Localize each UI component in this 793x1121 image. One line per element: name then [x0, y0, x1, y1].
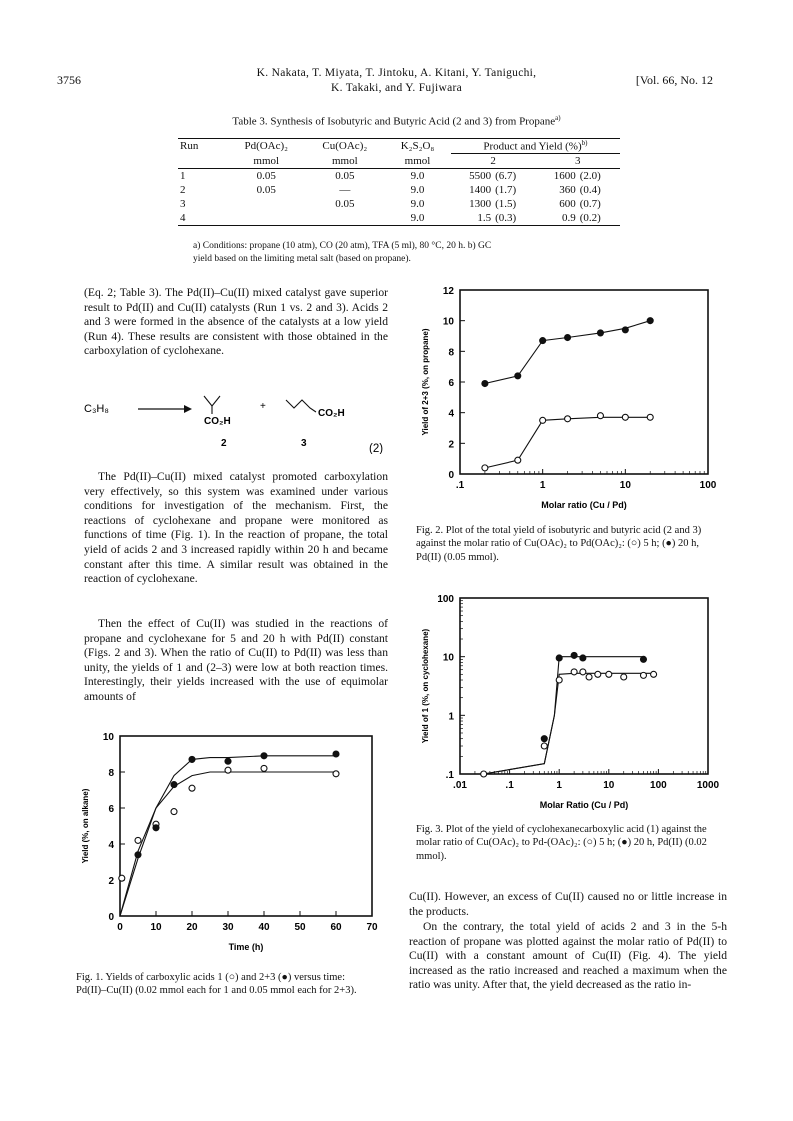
- cell-yield-2: 1300: [469, 198, 492, 210]
- y-tick-label: 2: [448, 439, 454, 451]
- paragraph-5-text: On the contrary, the total yield of acids 2 and 3 in the 5-h reaction of propane was plotted against the molar ratio of Pd(II) to Cu(II) with a constant amount of Cu(II) (Fig. 4). The yield increased as the ratio increased and reached a maximum when the ratio was unity. After that, the yield decreased as the ratio in-: [409, 920, 727, 992]
- cell-pd: 0.05: [256, 184, 276, 196]
- paragraph-2: [84, 470, 388, 587]
- y-tick-label: 10: [442, 652, 454, 664]
- isobutyric-acid-structure: [204, 396, 220, 414]
- data-point-filled: [135, 852, 141, 858]
- data-point-open: [647, 414, 653, 420]
- eq-label-b: CO₂H: [318, 408, 345, 419]
- data-point-filled: [153, 825, 159, 831]
- fit-curve: [485, 417, 650, 468]
- data-point-open: [606, 671, 612, 677]
- x-axis-label: Time (h): [228, 942, 264, 952]
- data-point-open: [171, 809, 177, 815]
- eq-label-a: CO₂H: [204, 416, 231, 427]
- cell-yield-2-pct: (1.7): [495, 184, 517, 196]
- y-tick-label: 10: [102, 732, 114, 743]
- cell-yield-3: 1600: [553, 170, 576, 182]
- data-point-open: [135, 837, 141, 843]
- data-point-open: [189, 785, 195, 791]
- table-caption-text: Table 3. Synthesis of Isobutyric and Butyric Acid (2 and 3) from Propane: [232, 115, 556, 128]
- cell-yield-2: 1.5: [477, 212, 492, 224]
- data-point-open: [333, 771, 339, 777]
- data-point-open: [651, 671, 657, 677]
- data-point-open: [586, 674, 592, 680]
- table-row: [178, 183, 620, 197]
- equation-2: [84, 384, 394, 454]
- page-number: 3756: [57, 73, 81, 87]
- y-tick-label: 4: [108, 840, 114, 851]
- data-point-open: [640, 672, 646, 678]
- reaction-arrow: [138, 405, 192, 413]
- table-3: [178, 138, 620, 226]
- plot-frame: [460, 290, 708, 474]
- y-tick-label: 12: [442, 286, 454, 297]
- table-header-row: [178, 139, 620, 154]
- paragraph-4-text: Cu(II). However, an excess of Cu(II) caused no or little increase in the products.: [409, 890, 727, 918]
- y-tick-label: 6: [448, 378, 454, 389]
- cell-yield-2: 1400: [469, 184, 492, 196]
- paragraph-3: [84, 617, 388, 705]
- data-point-filled: [261, 753, 267, 759]
- unit-pd: mmol: [253, 154, 280, 167]
- cell-k: 9.0: [410, 184, 425, 196]
- y-tick-label: .1: [445, 770, 454, 781]
- authors-line-2: K. Takaki, and Y. Fujiwara: [330, 82, 463, 94]
- cell-run: 3: [180, 198, 186, 210]
- paragraph-1-text: (Eq. 2; Table 3). The Pd(II)–Cu(II) mixed catalyst gave superior result to Pd(II) and Cu(II) catalysts (Run 1 vs. 2 and 3). Acids 2 and 3 were formed in the absence of the catalysts at a low yield (Run 4). These results are consistent with those obtained in the carboxylation of cyclohexane.: [84, 286, 388, 358]
- y-tick-label: 8: [108, 768, 114, 779]
- unit-product-2: 2: [490, 155, 496, 167]
- data-point-open: [571, 669, 577, 675]
- x-tick-label: 10: [150, 922, 162, 933]
- x-tick-label: 20: [186, 922, 198, 933]
- data-point-filled: [225, 758, 231, 764]
- x-tick-label: 1000: [696, 780, 720, 791]
- data-point-filled: [515, 373, 521, 379]
- cell-yield-3-pct: (0.4): [579, 184, 601, 196]
- figure-3-caption-text: Fig. 3. Plot of the yield of cyclohexanecarboxylic acid (1) against the molar ratio of Cu(OAc)₂ to Pd-(OAc)₂: (○) 5 h; (●) 20 h, Pd(II) (0.02 mmol).: [416, 824, 707, 862]
- cell-cu: —: [339, 184, 351, 196]
- header-product-mark: b): [581, 139, 588, 148]
- y-axis-label: Yield (%, on alkane): [81, 788, 90, 864]
- data-point-filled: [171, 782, 177, 788]
- table-caption: [0, 114, 793, 128]
- cell-k: 9.0: [410, 170, 425, 182]
- cell-yield-3: 600: [559, 198, 576, 210]
- table-footnote-line-2: yield based on the limiting metal salt (based on propane).: [193, 254, 411, 264]
- x-tick-label: 10: [603, 780, 615, 791]
- data-point-open: [515, 457, 521, 463]
- eq-plus: +: [260, 401, 266, 412]
- cell-run: 2: [180, 184, 186, 196]
- plot-frame: [460, 598, 708, 774]
- table-footnote-line-1: a) Conditions: propane (10 atm), CO (20 atm), TFA (5 ml), 80 °C, 20 h. b) GC: [193, 241, 492, 251]
- data-point-filled: [189, 756, 195, 762]
- data-point-open: [595, 671, 601, 677]
- data-point-filled: [556, 655, 562, 661]
- y-axis-label: Yield of 1 (%, on cyclohexane): [421, 628, 430, 744]
- paragraph-5: [409, 920, 727, 993]
- x-tick-label: 50: [294, 922, 306, 933]
- cell-run: 4: [180, 212, 186, 224]
- figure-3-caption: [416, 823, 714, 863]
- data-point-filled: [647, 318, 653, 324]
- data-point-filled: [571, 652, 577, 658]
- butyric-acid-structure: [286, 400, 316, 412]
- figure-2-caption-text: Fig. 2. Plot of the total yield of isobutyric and butyric acid (2 and 3) against the molar ratio of Cu(OAc)₂ to Pd(OAc)₂: (○) 5 h; (●) 20 h, Pd(II) (0.05 mmol).: [416, 525, 702, 563]
- data-point-open: [225, 767, 231, 773]
- cell-yield-2-pct: (0.3): [495, 212, 517, 224]
- cell-yield-3-pct: (0.2): [579, 212, 601, 224]
- data-point-open: [541, 743, 547, 749]
- data-point-open: [597, 413, 603, 419]
- y-tick-label: 0: [108, 912, 114, 923]
- paragraph-4: [409, 890, 727, 919]
- cell-yield-2-pct: (6.7): [495, 170, 517, 182]
- x-tick-label: 100: [699, 480, 717, 491]
- y-tick-label: 10: [442, 316, 454, 328]
- fit-curve: [120, 756, 336, 916]
- cell-cu: 0.05: [335, 198, 355, 210]
- table-caption-mark: a): [555, 114, 561, 122]
- eq-compound-3: 3: [301, 438, 307, 449]
- figure-1-caption: [76, 971, 376, 998]
- header-k2s2o8: K₂S₂O₈: [400, 140, 435, 153]
- data-point-open: [622, 414, 628, 420]
- data-point-filled: [622, 327, 628, 333]
- eq-number: (2): [369, 443, 384, 454]
- figure-1-caption-text: Fig. 1. Yields of carboxylic acids 1 (○) and 2+3 (●) versus time: Pd(II)–Cu(II) (0.02 mmol each for 1 and 0.05 mmol each for 2+3).: [76, 972, 357, 997]
- data-point-open: [261, 765, 267, 771]
- x-tick-label: 30: [222, 922, 234, 933]
- x-tick-label: 70: [366, 922, 378, 933]
- cell-run: 1: [180, 170, 186, 182]
- figure-3-chart: [415, 590, 725, 818]
- y-tick-label: 8: [448, 347, 454, 359]
- data-point-open: [556, 677, 562, 683]
- authors-line-1: K. Nakata, T. Miyata, T. Jintoku, A. Kitani, Y. Taniguchi,: [256, 67, 537, 79]
- data-point-filled: [597, 330, 603, 336]
- figure-1-chart: [70, 728, 390, 968]
- cell-pd: [227, 197, 306, 211]
- data-point-open: [565, 416, 571, 422]
- y-tick-label: 2: [108, 876, 114, 887]
- x-tick-label: 60: [330, 922, 342, 933]
- table-footnote: [193, 240, 618, 266]
- header-cu: Cu(OAc)₂: [322, 140, 368, 153]
- cell-pd: 0.05: [256, 170, 276, 182]
- x-tick-label: 0: [117, 922, 123, 933]
- table-row: [178, 169, 620, 184]
- paragraph-3-text: Then the effect of Cu(II) was studied in the reactions of propane and cyclohexane for 5 and 20 h with Pd(II) constant (Figs. 2 and 3). When the ratio of Cu(II) to Pd(II) was less than unity, the yields of 1 and (2–3) were low at both reaction times. Interestingly, their yields increased with the use of equimolar amounts of: [84, 617, 388, 703]
- cell-k: 9.0: [410, 198, 425, 210]
- x-tick-label: 10: [619, 480, 631, 491]
- unit-cu: mmol: [331, 154, 358, 167]
- x-axis-label: Molar ratio (Cu / Pd): [541, 500, 627, 510]
- cell-yield-3-pct: (2.0): [579, 170, 601, 182]
- table-row: [178, 197, 620, 211]
- data-point-open: [621, 674, 627, 680]
- y-tick-label: 6: [108, 804, 114, 815]
- data-point-filled: [540, 338, 546, 344]
- paragraph-1: [84, 286, 388, 359]
- x-tick-label: .1: [455, 480, 465, 491]
- header-product: [451, 139, 620, 154]
- y-tick-label: 4: [448, 408, 454, 420]
- data-point-filled: [565, 335, 571, 341]
- cell-yield-2-pct: (1.5): [495, 198, 517, 210]
- data-point-filled: [580, 655, 586, 661]
- data-point-open: [119, 875, 125, 881]
- y-axis-label: Yield of 2+3 (%, on propane): [421, 328, 430, 436]
- data-point-filled: [482, 381, 488, 387]
- paragraph-2-text: The Pd(II)–Cu(II) mixed catalyst promoted carboxylation very effectively, so this system was examined under various conditions for investigation of the mechanism. First, the reactions of cyclohexane and propane were monitored as functions of time (Fig. 1). In the reaction of propane, the total yield of acids 2 and 3 increased rapidly within 20 h and became constant after this time. A similar result was obtained in the reaction of cyclohexane.: [84, 470, 388, 586]
- header-pd: Pd(OAc)₂: [244, 140, 289, 153]
- y-tick-label: 100: [437, 594, 454, 605]
- fit-curve: [484, 673, 654, 774]
- header-run: Run: [180, 140, 199, 153]
- cell-yield-2: 5500: [469, 170, 492, 182]
- x-tick-label: 100: [650, 780, 667, 791]
- data-point-open: [481, 771, 487, 777]
- data-point-filled: [640, 656, 646, 662]
- y-tick-label: 0: [448, 470, 454, 481]
- unit-product-3: 3: [574, 155, 581, 167]
- cell-cu: 0.05: [335, 170, 355, 182]
- eq-compound-2: 2: [221, 438, 227, 449]
- cell-pd: [227, 211, 306, 226]
- cell-yield-3: 360: [559, 184, 576, 196]
- fit-curve: [120, 772, 336, 916]
- cell-yield-3-pct: (0.7): [579, 198, 601, 210]
- data-point-filled: [333, 751, 339, 757]
- y-tick-label: 1: [448, 711, 454, 723]
- data-point-open: [540, 417, 546, 423]
- cell-cu: [306, 211, 385, 226]
- data-point-filled: [541, 736, 547, 742]
- data-point-open: [580, 669, 586, 675]
- table-unit-row: [178, 154, 620, 169]
- x-axis-label: Molar Ratio (Cu / Pd): [539, 800, 629, 810]
- x-tick-label: .1: [505, 780, 514, 791]
- unit-k: mmol: [404, 154, 431, 167]
- header-product-text: Product and Yield (%): [483, 140, 582, 153]
- eq-reactant: C₃H₈: [84, 403, 109, 415]
- table-row: [178, 211, 620, 226]
- cell-k: 9.0: [410, 212, 425, 224]
- x-tick-label: 1: [539, 480, 546, 491]
- cell-yield-3: 0.9: [561, 212, 576, 224]
- volume-info: [Vol. 66, No. 12: [635, 73, 713, 87]
- x-tick-label: 40: [258, 922, 270, 933]
- x-tick-label: 1: [556, 780, 562, 791]
- x-tick-label: .01: [453, 780, 467, 791]
- data-point-open: [482, 465, 488, 471]
- figure-2-caption: [416, 524, 714, 564]
- figure-2-chart: [415, 282, 725, 518]
